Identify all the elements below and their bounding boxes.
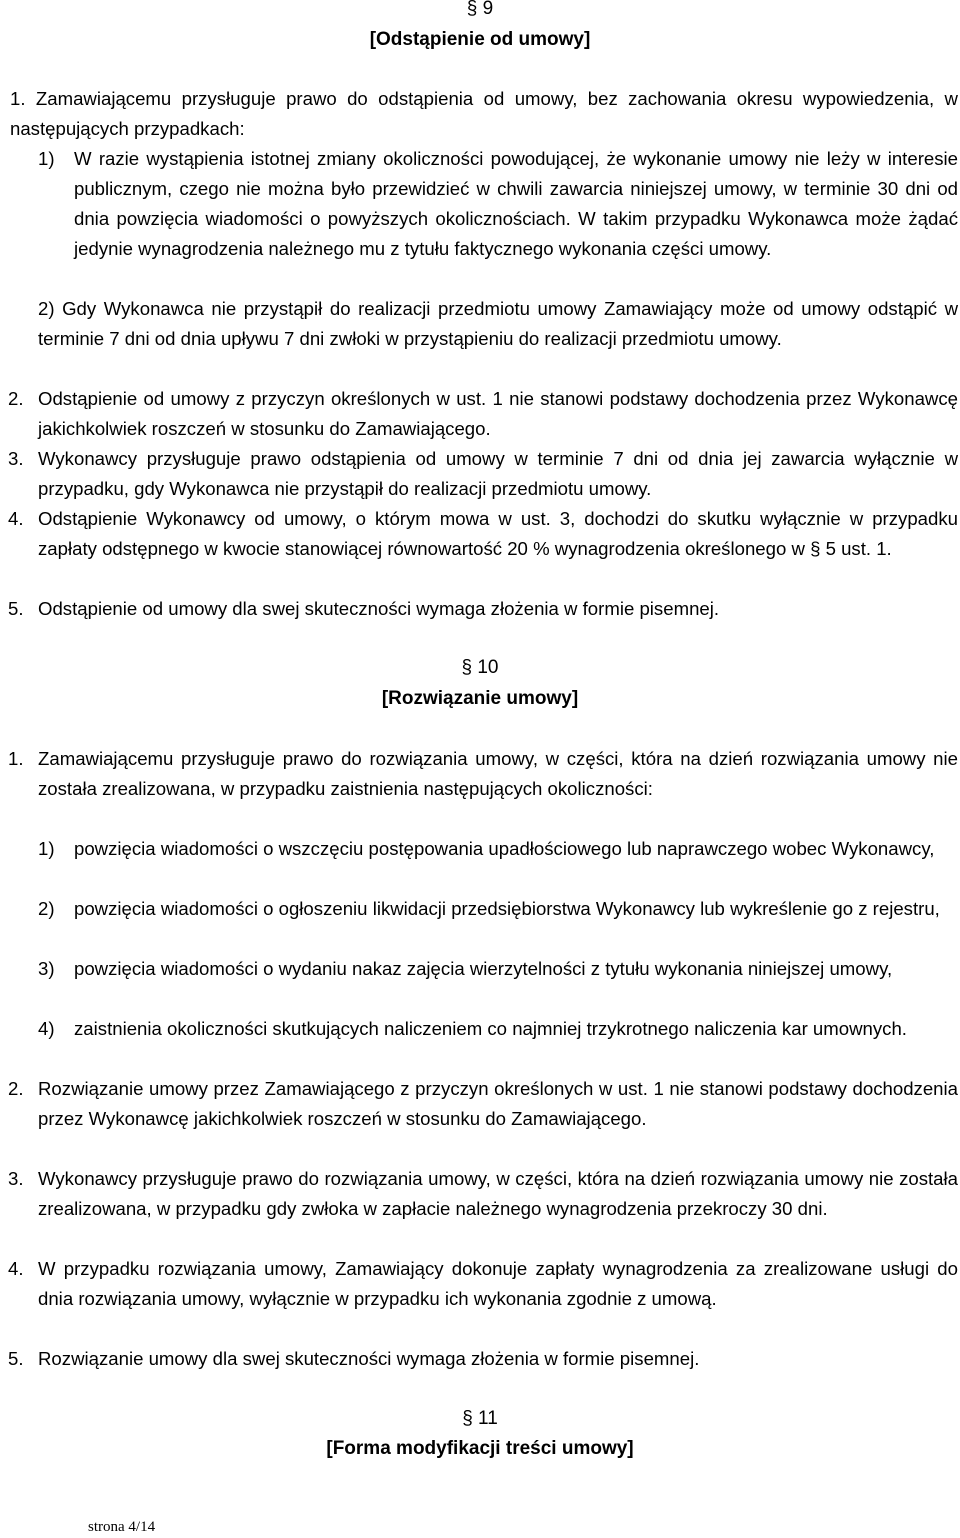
s10-sub-1-text: powzięcia wiadomości o wszczęciu postępowania upadłościowego lub naprawczego wobec Wykonawcy, [74, 838, 935, 859]
section-10-number: § 10 [461, 657, 499, 678]
s10-item-1-number: 1. [8, 748, 24, 769]
s9-sub-1-text: W razie wystąpienia istotnej zmiany okoliczności powodującej, że wykonanie umowy nie leży w interesie publicznym, czego nie można było przewidzieć w chwili zawarcia niniejszej umowy, w terminie 30 dni od dnia powzięcia wiadomości o powyższych okolicznościach. W takim przypadku Wykonawca może żądać jedynie wynagrodzenia należnego mu z tytułu faktycznego wykonania części umowy. [74, 148, 958, 259]
s10-item-1-text: Zamawiającemu przysługuje prawo do rozwiązania umowy, w części, która na dzień rozwiązania umowy nie została zrealizowana, w przypadku zaistnienia następujących okoliczności: [38, 748, 958, 799]
s9-item-4-number: 4. [8, 508, 24, 529]
s9-item-4 [8, 504, 958, 594]
s10-item-1 [8, 744, 958, 834]
s10-sub-2-text: powzięcia wiadomości o ogłoszeniu likwidacji przedsiębiorstwa Wykonawcy lub wykreślenie go z rejestru, [74, 898, 940, 919]
section-9-title: [Odstąpienie od umowy] [369, 29, 591, 50]
s10-sub-3-text: powzięcia wiadomości o wydaniu nakaz zajęcia wierzytelności z tytułu wykonania niniejszej umowy, [74, 958, 893, 979]
s10-item-3-number: 3. [8, 1168, 24, 1189]
s10-sub-3-number: 3) [38, 958, 55, 979]
s10-item-5-text: Rozwiązanie umowy dla swej skuteczności wymaga złożenia w formie pisemnej. [38, 1348, 700, 1369]
s10-item-2 [8, 1074, 958, 1164]
s9-sub-2 [38, 294, 958, 354]
s9-item-4-text: Odstąpienie Wykonawcy od umowy, o którym mowa w ust. 3, dochodzi do skutku wyłącznie w przypadku zapłaty odstępnego w kwocie stanowiącej równowartość 20 % wynagrodzenia określonego w § 5 ust. 1. [38, 508, 958, 559]
s10-item-2-number: 2. [8, 1078, 24, 1099]
s10-item-2-text: Rozwiązanie umowy przez Zamawiającego z przyczyn określonych w ust. 1 nie stanowi podstawy dochodzenia przez Wykonawcę jakichkolwiek roszczeń w stosunku do Zamawiającego. [38, 1078, 958, 1129]
s9-item-3-number: 3. [8, 448, 24, 469]
s9-item-2 [8, 384, 958, 444]
section-9-number: § 9 [466, 0, 494, 19]
s10-sub-4 [38, 1014, 958, 1074]
s9-item-2-text: Odstąpienie od umowy z przyczyn określonych w ust. 1 nie stanowi podstawy dochodzenia przez Wykonawcę jakichkolwiek roszczeń w stosunku do Zamawiającego. [38, 388, 958, 439]
s10-sub-3 [38, 954, 958, 1014]
s10-item-5 [8, 1344, 958, 1374]
s10-item-4-text: W przypadku rozwiązania umowy, Zamawiający dokonuje zapłaty wynagrodzenia za zrealizowane usługi do dnia rozwiązania umowy, wyłącznie w przypadku ich wykonania zgodnie z umową. [38, 1258, 958, 1309]
s9-item-5 [8, 594, 958, 624]
s9-item-3 [8, 444, 958, 504]
s9-item-5-text: Odstąpienie od umowy dla swej skuteczności wymaga złożenia w formie pisemnej. [38, 598, 720, 619]
s10-sub-2-number: 2) [38, 898, 55, 919]
s10-sub-4-text: zaistnienia okoliczności skutkujących naliczeniem co najmniej trzykrotnego naliczenia kar umownych. [74, 1018, 907, 1039]
s9-sub-2-text: 2) Gdy Wykonawca nie przystąpił do realizacji przedmiotu umowy Zamawiający może od umowy odstąpić w terminie 7 dni od dnia upływu 7 dni zwłoki w przystąpieniu do realizacji przedmiotu umowy. [38, 298, 958, 349]
s9-item-3-text: Wykonawcy przysługuje prawo odstąpienia od umowy w terminie 7 dni od dnia jej zawarcia wyłącznie w przypadku, gdy Wykonawca nie przystąpił do realizacji przedmiotu umowy. [38, 448, 958, 499]
s9-sub-1-text-wrap [74, 144, 958, 264]
s9-paragraph-1-intro [10, 84, 958, 144]
section-10-title: [Rozwiązanie umowy] [381, 688, 579, 709]
s10-sub-4-number: 4) [38, 1018, 55, 1039]
s10-item-4 [8, 1254, 958, 1344]
s9-paragraph-1-intro-text: 1. Zamawiającemu przysługuje prawo do odstąpienia od umowy, bez zachowania okresu wypowiedzenia, w następujących przypadkach: [10, 88, 958, 139]
s10-item-4-number: 4. [8, 1258, 24, 1279]
s9-sub-1-number: 1) [38, 148, 55, 169]
s10-sub-1-number: 1) [38, 838, 55, 859]
s10-item-3 [8, 1164, 958, 1254]
s10-item-3-text: Wykonawcy przysługuje prawo do rozwiązania umowy, w części, która na dzień rozwiązania umowy nie została zrealizowana, w przypadku gdy zwłoka w zapłacie należnego wynagrodzenia przekroczy 30 dni. [38, 1168, 958, 1219]
section-11-number: § 11 [462, 1408, 498, 1429]
s9-item-2-number: 2. [8, 388, 24, 409]
s9-item-5-number: 5. [8, 598, 24, 619]
section-11-title: [Forma modyfikacji treści umowy] [326, 1438, 634, 1459]
s10-sub-1 [38, 834, 958, 894]
s9-sub-1 [38, 144, 958, 264]
page-footer: strona 4/14 [88, 1519, 156, 1535]
s10-sub-2 [38, 894, 958, 954]
s10-item-5-number: 5. [8, 1348, 24, 1369]
